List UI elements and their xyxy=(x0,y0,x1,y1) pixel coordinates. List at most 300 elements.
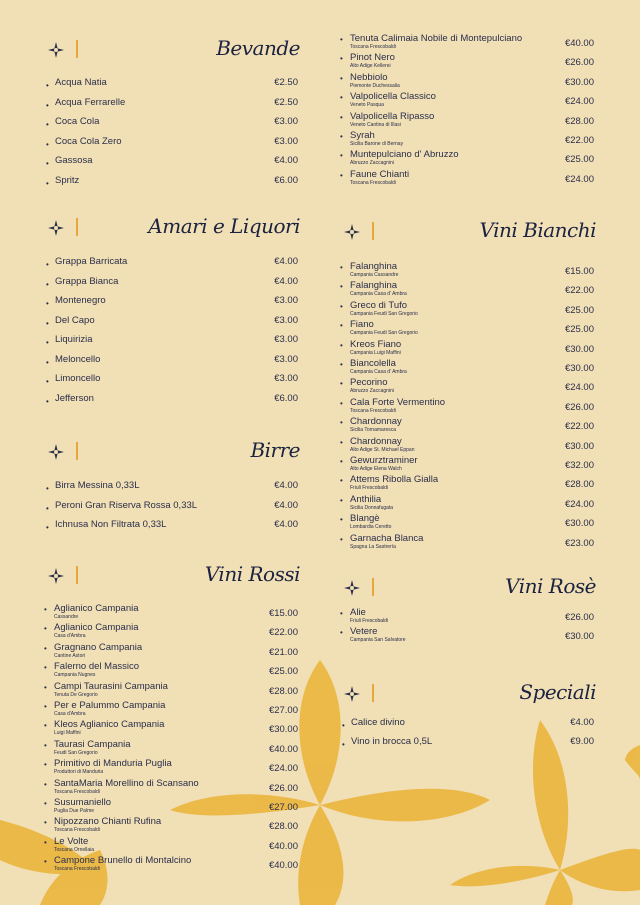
divider-bar xyxy=(76,218,78,236)
wine-producer: Campania Cassandre xyxy=(350,272,399,278)
item-name: Grappa Bianca xyxy=(55,275,119,287)
section-title: Speciali xyxy=(519,680,596,704)
menu-item xyxy=(336,736,596,752)
wine-price: €24.00 xyxy=(564,173,594,185)
compass-star-icon xyxy=(48,444,64,460)
wine-item xyxy=(336,437,596,456)
wine-name: Le Volte xyxy=(54,835,89,847)
wine-price: €27.00 xyxy=(268,802,298,813)
section-vini-rossi-continued xyxy=(336,32,596,192)
compass-star-icon xyxy=(48,568,64,584)
bullet-icon: • xyxy=(44,740,47,750)
section-speciali xyxy=(336,680,596,760)
wine-item xyxy=(336,150,596,169)
wine-producer: Toscana Frescobaldi xyxy=(54,827,100,834)
wine-item xyxy=(336,73,596,92)
bullet-icon: • xyxy=(44,682,47,692)
section-header xyxy=(40,214,300,244)
item-price: €3.00 xyxy=(274,116,298,127)
bullet-icon: • xyxy=(46,377,49,386)
wine-item xyxy=(40,837,300,856)
wine-name: Taurasi Campania xyxy=(54,738,131,750)
wine-price: €24.00 xyxy=(564,96,594,108)
wine-name: Aglianico Campania xyxy=(54,603,139,614)
wine-name: Chardonnay xyxy=(350,435,402,447)
bullet-icon: • xyxy=(340,54,343,64)
wine-price: €40.00 xyxy=(268,840,298,852)
wine-name: Falanghina xyxy=(350,261,398,272)
menu-item xyxy=(40,175,300,191)
bullet-icon: • xyxy=(340,170,343,180)
wine-price: €32.00 xyxy=(564,460,594,471)
bullet-icon: • xyxy=(46,279,49,289)
bullet-icon: • xyxy=(46,139,49,149)
wine-name: Biancolella xyxy=(350,358,396,369)
item-price: €3.00 xyxy=(274,314,298,326)
section-header xyxy=(40,562,300,592)
wine-item xyxy=(336,627,596,646)
wine-producer: Alto Adige St. Michael Eppan xyxy=(350,446,415,453)
wine-price: €26.00 xyxy=(564,401,594,413)
divider-bar xyxy=(372,684,374,702)
wine-price: €24.00 xyxy=(564,382,594,394)
bullet-icon: • xyxy=(340,437,343,447)
wine-item xyxy=(40,720,300,739)
wine-price: €28.00 xyxy=(268,821,298,833)
wine-item xyxy=(40,643,300,662)
wine-item xyxy=(336,53,596,72)
wine-name: Pecorino xyxy=(350,377,388,389)
wine-item xyxy=(336,456,596,475)
bullet-icon: • xyxy=(46,318,49,328)
section-header xyxy=(336,574,596,604)
item-name: Vino in brocca 0,5L xyxy=(351,735,433,747)
section-vini-rose xyxy=(336,574,596,654)
bullet-icon: • xyxy=(44,857,47,867)
item-name: Meloncello xyxy=(55,353,101,365)
wine-producer: Toscana Frescobaldi xyxy=(350,179,396,186)
wine-item xyxy=(40,623,300,642)
item-price: €4.00 xyxy=(570,717,594,728)
wine-item xyxy=(40,604,300,623)
menu-item xyxy=(40,97,300,113)
menu-item xyxy=(40,334,300,350)
wine-name: Valpolicella Classico xyxy=(350,91,436,103)
compass-star-icon xyxy=(344,580,360,596)
wine-item xyxy=(336,417,596,436)
wine-producer: Veneto Pasqua xyxy=(350,102,384,109)
wine-price: €26.00 xyxy=(564,57,594,69)
bullet-icon: • xyxy=(44,799,47,808)
menu-item xyxy=(40,393,300,409)
wine-name: Faune Chianti xyxy=(350,168,410,180)
bullet-icon: • xyxy=(340,340,343,350)
wine-price: €22.00 xyxy=(268,627,298,639)
bullet-icon: • xyxy=(44,605,47,614)
menu-item xyxy=(40,77,300,93)
item-price: €2.50 xyxy=(274,77,298,88)
wine-price: €40.00 xyxy=(268,860,298,872)
bullet-icon: • xyxy=(44,624,47,634)
bullet-icon: • xyxy=(44,818,47,828)
wine-name: Gragnano Campania xyxy=(54,641,143,653)
wine-producer: Alto Adige Kellerei xyxy=(350,63,391,70)
wine-name: Tenuta Calimaia Nobile di Montepulciano xyxy=(350,33,523,44)
wine-item xyxy=(40,662,300,681)
item-price: €6.00 xyxy=(274,174,298,186)
item-price: €6.00 xyxy=(274,392,298,404)
item-name: Coca Cola Zero xyxy=(55,135,122,147)
menu-item xyxy=(40,256,300,272)
wine-producer: Veneto Cantina di Illasi xyxy=(350,121,401,128)
wine-price: €40.00 xyxy=(564,38,594,49)
menu-item xyxy=(40,500,300,516)
wine-item xyxy=(336,34,596,53)
section-title: Birre xyxy=(250,438,300,462)
wine-name: Nipozzano Chianti Rufina xyxy=(54,816,162,828)
wine-item xyxy=(40,759,300,778)
menu-item xyxy=(336,717,596,733)
bullet-icon: • xyxy=(340,534,343,544)
wine-producer: Toscana Frescobaldi xyxy=(54,866,100,873)
item-name: Birra Messina 0,33L xyxy=(55,480,140,491)
wine-price: €30.00 xyxy=(564,518,594,530)
divider-bar xyxy=(76,40,78,58)
bullet-icon: • xyxy=(340,321,343,331)
wine-item xyxy=(336,112,596,131)
bullet-icon: • xyxy=(46,484,49,493)
wine-price: €25.00 xyxy=(268,666,298,678)
bullet-icon: • xyxy=(46,396,49,406)
wine-price: €25.00 xyxy=(564,324,594,336)
bullet-icon: • xyxy=(340,495,343,505)
compass-star-icon xyxy=(48,220,64,236)
item-price: €9.00 xyxy=(570,735,594,747)
wine-price: €30.00 xyxy=(564,440,594,452)
item-price: €4.00 xyxy=(274,155,298,166)
wine-name: Primitivo di Manduria Puglia xyxy=(54,758,172,770)
bullet-icon: • xyxy=(46,299,49,308)
item-name: Peroni Gran Riserva Rossa 0,33L xyxy=(55,499,198,511)
bullet-icon: • xyxy=(46,523,49,532)
wine-name: Kleos Aglianico Campania xyxy=(54,719,165,731)
wine-item xyxy=(336,320,596,339)
wine-name: Attems Ribolla Gialla xyxy=(350,474,439,486)
wine-price: €30.00 xyxy=(564,76,594,88)
wine-item xyxy=(336,495,596,514)
bullet-icon: • xyxy=(340,628,343,638)
wine-price: €30.00 xyxy=(564,363,594,374)
wine-name: Blangè xyxy=(350,513,380,525)
bullet-icon: • xyxy=(342,721,345,730)
wine-price: €40.00 xyxy=(268,743,298,755)
wine-item xyxy=(40,817,300,836)
wine-name: Anthilia xyxy=(350,493,382,505)
bullet-icon: • xyxy=(340,301,343,311)
item-price: €3.00 xyxy=(274,135,298,147)
wine-producer: Friuli Frescobaldi xyxy=(350,485,389,492)
wine-producer: Feudi San Gregorio xyxy=(54,749,98,756)
bullet-icon: • xyxy=(340,263,343,272)
wine-name: Fiano xyxy=(350,319,374,331)
bullet-icon: • xyxy=(340,73,343,83)
wine-name: Campi Taurasini Campania xyxy=(54,680,168,692)
menu-item xyxy=(40,116,300,132)
item-price: €4.00 xyxy=(274,256,298,267)
wine-price: €24.00 xyxy=(268,763,298,775)
item-name: Del Capo xyxy=(55,314,95,326)
divider-bar xyxy=(76,442,78,460)
item-price: €4.00 xyxy=(274,275,298,287)
wine-price: €30.00 xyxy=(268,724,298,736)
bullet-icon: • xyxy=(46,357,49,367)
bullet-icon: • xyxy=(340,282,343,292)
bullet-icon: • xyxy=(46,81,49,90)
menu-item xyxy=(40,315,300,331)
wine-producer: Campania San Salvatore xyxy=(350,637,406,644)
section-birre xyxy=(40,438,300,538)
section-header xyxy=(40,36,300,66)
bullet-icon: • xyxy=(44,837,47,847)
item-name: Liquirizia xyxy=(55,334,93,345)
bullet-icon: • xyxy=(44,721,47,731)
wine-name: Nebbiolo xyxy=(350,71,388,83)
wine-item xyxy=(40,740,300,759)
item-name: Montenegro xyxy=(55,295,106,306)
wine-producer: Cantine Astori xyxy=(54,652,86,659)
item-price: €2.50 xyxy=(274,96,298,108)
section-header xyxy=(40,438,300,468)
wine-producer: Campania Feudi San Gregorio xyxy=(350,330,418,337)
item-name: Gassosa xyxy=(55,155,93,166)
wine-producer: Lombardia Ceretto xyxy=(350,524,392,531)
wine-name: Vetere xyxy=(350,626,378,638)
wine-price: €21.00 xyxy=(268,646,298,658)
wine-price: €24.00 xyxy=(564,498,594,510)
wine-name: Alie xyxy=(350,607,366,618)
wine-price: €15.00 xyxy=(564,266,594,277)
wine-producer: Cassandre xyxy=(54,614,79,620)
section-header xyxy=(336,680,596,710)
wine-producer: Produttori di Manduria xyxy=(54,769,104,776)
bullet-icon: • xyxy=(44,663,47,673)
bullet-icon: • xyxy=(340,515,343,525)
wine-name: Falerno del Massico xyxy=(54,661,140,673)
wine-item xyxy=(336,608,596,627)
bullet-icon: • xyxy=(340,360,343,369)
section-header xyxy=(336,218,596,248)
item-price: €4.00 xyxy=(274,499,298,511)
wine-name: Susumaniello xyxy=(54,797,112,808)
wine-price: €27.00 xyxy=(268,705,298,716)
wine-item xyxy=(40,798,300,817)
wine-producer: Sicilia Tornamaresca xyxy=(350,427,397,434)
wine-item xyxy=(336,534,596,553)
wine-name: Falanghina xyxy=(350,280,398,292)
wine-producer: Piemonte Duchessalia xyxy=(350,82,400,89)
section-vini-bianchi xyxy=(336,218,596,558)
wine-price: €22.00 xyxy=(564,421,594,433)
wine-price: €25.00 xyxy=(564,304,594,316)
wine-price: €22.00 xyxy=(564,135,594,146)
wine-item xyxy=(336,514,596,533)
bullet-icon: • xyxy=(46,338,49,347)
wine-producer: Sicilia Donnafugata xyxy=(350,504,394,511)
wine-producer: Toscana Frescobaldi xyxy=(54,788,100,795)
wine-item xyxy=(336,262,596,281)
wine-name: Greco di Tufo xyxy=(350,299,408,311)
bullet-icon: • xyxy=(44,760,47,770)
wine-price: €30.00 xyxy=(564,343,594,355)
item-name: Spritz xyxy=(55,174,80,186)
compass-star-icon xyxy=(344,686,360,702)
wine-name: Gewurztraminer xyxy=(350,455,418,466)
item-price: €3.00 xyxy=(274,353,298,365)
wine-producer: Abruzzo Zaccagnini xyxy=(350,388,394,395)
bullet-icon: • xyxy=(46,120,49,129)
bullet-icon: • xyxy=(44,702,47,711)
wine-item xyxy=(336,398,596,417)
bullet-icon: • xyxy=(340,379,343,389)
menu-item xyxy=(40,519,300,535)
wine-name: Syrah xyxy=(350,130,375,141)
bullet-icon: • xyxy=(340,457,343,466)
wine-item xyxy=(336,301,596,320)
compass-star-icon xyxy=(48,42,64,58)
bullet-icon: • xyxy=(340,609,343,618)
wine-producer: Friuli Frescobaldi xyxy=(350,618,389,624)
bullet-icon: • xyxy=(340,476,343,486)
wine-producer: Tenuta De Gregorio xyxy=(54,691,98,698)
bullet-icon: • xyxy=(44,643,47,653)
bullet-icon: • xyxy=(46,159,49,168)
wine-item xyxy=(336,475,596,494)
wine-name: Muntepulciano d' Abruzzo xyxy=(350,149,459,161)
wine-producer: Alto Adige Elena Walch xyxy=(350,466,402,472)
wine-price: €30.00 xyxy=(564,631,594,643)
menu-item xyxy=(40,155,300,171)
menu-item xyxy=(40,354,300,370)
section-title: Amari e Liquori xyxy=(148,214,300,238)
wine-producer: Puglia Due Palme xyxy=(54,808,95,814)
wine-producer: Abruzzo Zaccagnini xyxy=(350,160,394,167)
item-price: €3.00 xyxy=(274,295,298,306)
wine-price: €28.00 xyxy=(564,479,594,491)
wine-price: €22.00 xyxy=(564,285,594,297)
wine-producer: Campania Casa d' Ambra xyxy=(350,291,407,298)
divider-bar xyxy=(372,222,374,240)
wine-item xyxy=(336,281,596,300)
menu-item xyxy=(40,480,300,496)
wine-price: €28.00 xyxy=(268,685,298,697)
wine-item xyxy=(336,92,596,111)
wine-producer: Luigi Maffini xyxy=(54,730,81,737)
wine-producer: Toscana Frescobaldi xyxy=(350,44,396,50)
item-name: Jefferson xyxy=(55,392,94,404)
wine-item xyxy=(336,170,596,189)
bullet-icon: • xyxy=(340,112,343,122)
wine-producer: Casa d'Ambra xyxy=(54,711,86,717)
wine-producer: Toscana Frescobaldi xyxy=(350,407,396,414)
section-title: Bevande xyxy=(216,36,300,60)
wine-price: €26.00 xyxy=(564,612,594,623)
section-title: Vini Rosè xyxy=(505,574,596,598)
wine-price: €26.00 xyxy=(268,782,298,794)
wine-price: €23.00 xyxy=(564,537,594,549)
item-name: Coca Cola xyxy=(55,116,100,127)
item-name: Calice divino xyxy=(351,717,405,728)
wine-item xyxy=(40,779,300,798)
wine-name: Per e Palummo Campania xyxy=(54,700,166,711)
wine-producer: Sicilia Barone di Bernay xyxy=(350,141,404,147)
item-name: Acqua Natia xyxy=(55,77,107,88)
wine-item xyxy=(336,378,596,397)
bullet-icon: • xyxy=(340,418,343,428)
wine-producer: Casa d'Ambra xyxy=(54,633,86,640)
wine-producer: Campania Feudi San Gregorio xyxy=(350,310,418,317)
bullet-icon: • xyxy=(340,398,343,408)
bullet-icon: • xyxy=(46,260,49,269)
wine-name: Aglianico Campania xyxy=(54,622,139,634)
bullet-icon: • xyxy=(46,100,49,110)
item-name: Grappa Barricata xyxy=(55,256,128,267)
menu-item xyxy=(40,276,300,292)
item-price: €4.00 xyxy=(274,519,298,530)
bullet-icon: • xyxy=(340,132,343,141)
section-title: Vini Rossi xyxy=(204,562,300,586)
item-name: Limoncello xyxy=(55,373,101,384)
wine-item xyxy=(40,701,300,720)
wine-name: Cala Forte Vermentino xyxy=(350,396,446,408)
wine-item xyxy=(336,340,596,359)
item-price: €4.00 xyxy=(274,480,298,491)
item-name: Acqua Ferrarelle xyxy=(55,96,126,108)
wine-name: Chardonnay xyxy=(350,416,402,428)
bullet-icon: • xyxy=(46,503,49,513)
wine-name: Garnacha Blanca xyxy=(350,532,424,544)
wine-name: SantaMaria Morellino di Scansano xyxy=(54,777,199,789)
wine-name: Valpolicella Ripasso xyxy=(350,110,435,122)
bullet-icon: • xyxy=(340,93,343,103)
wine-name: Campone Brunello di Montalcino xyxy=(54,855,192,867)
item-price: €3.00 xyxy=(274,334,298,345)
wine-producer: Spagna La Sastrería xyxy=(350,543,396,550)
item-name: Ichnusa Non Filtrata 0,33L xyxy=(55,519,167,530)
wine-producer: Toscana Ornellaia xyxy=(54,846,95,853)
divider-bar xyxy=(76,566,78,584)
section-bevande xyxy=(40,36,300,196)
wine-producer: Campania Casa d' Ambra xyxy=(350,369,407,375)
wine-price: €28.00 xyxy=(564,115,594,127)
wine-price: €25.00 xyxy=(564,154,594,166)
wine-item xyxy=(336,359,596,378)
menu-item xyxy=(40,295,300,311)
section-vini-rossi xyxy=(40,562,300,882)
item-price: €3.00 xyxy=(274,373,298,384)
divider-bar xyxy=(372,578,374,596)
bullet-icon: • xyxy=(340,35,343,44)
menu-item xyxy=(40,373,300,389)
wine-item xyxy=(336,131,596,150)
wine-name: Kreos Fiano xyxy=(350,338,402,350)
wine-producer: Campania Nugnes xyxy=(54,672,96,679)
section-title: Vini Bianchi xyxy=(479,218,596,242)
menu-item xyxy=(40,136,300,152)
wine-producer: Campania Luigi Maffini xyxy=(350,349,401,356)
wine-item xyxy=(40,682,300,701)
wine-name: Pinot Nero xyxy=(350,52,395,64)
bullet-icon: • xyxy=(340,151,343,161)
